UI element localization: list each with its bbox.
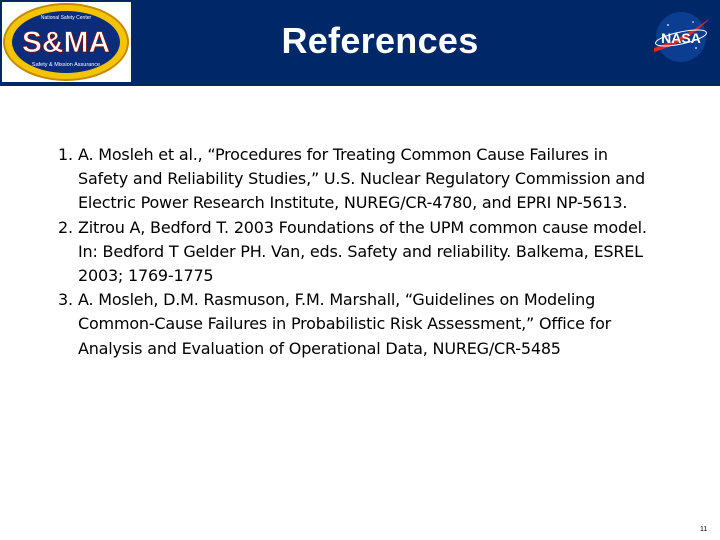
reference-text: A. Mosleh, D.M. Rasmuson, F.M. Marshall, “Guidelines on Modeling Common-Cause Failures in Probabilistic Risk Assessment,” Office for Analysis and Evaluation of Operational Data, NUREG/CR-5485 [78,290,612,358]
reference-number: 1. [58,145,73,164]
sma-logo-top-text: National Safety Center [40,15,92,21]
reference-item [58,288,658,361]
header-bar [0,0,720,86]
sma-logo-bottom-text: Safety & Mission Assurance [31,62,101,68]
sma-logo-icon [2,2,131,82]
reference-number: 2. [58,217,73,237]
reference-text: A. Mosleh et al., “Procedures for Treating Common Cause Failures in Safety and Reliability Studies,” U.S. Nuclear Regulatory Commission and Electric Power Research Institute, NUREG/CR-4780, and EPRI NP-5613. [78,145,645,213]
reference-number: 3. [58,290,73,310]
page-title: References [281,20,479,61]
nasa-logo-text: NASA [661,30,701,46]
reference-item [58,216,658,289]
sma-logo-main-text: S&MA [21,26,111,59]
reference-text: Zitrou A, Bedford T. 2003 Foundations of the UPM common cause model. In: Bedford T Gelder PH. Van, eds. Safety and reliability. Balkema, ESREL 2003; 1769-1775 [78,217,647,286]
sma-logo [2,2,131,82]
reference-item [58,143,658,216]
reference-list [58,143,658,361]
page-number: 11 [700,526,708,533]
nasa-meatball-icon [648,8,714,66]
